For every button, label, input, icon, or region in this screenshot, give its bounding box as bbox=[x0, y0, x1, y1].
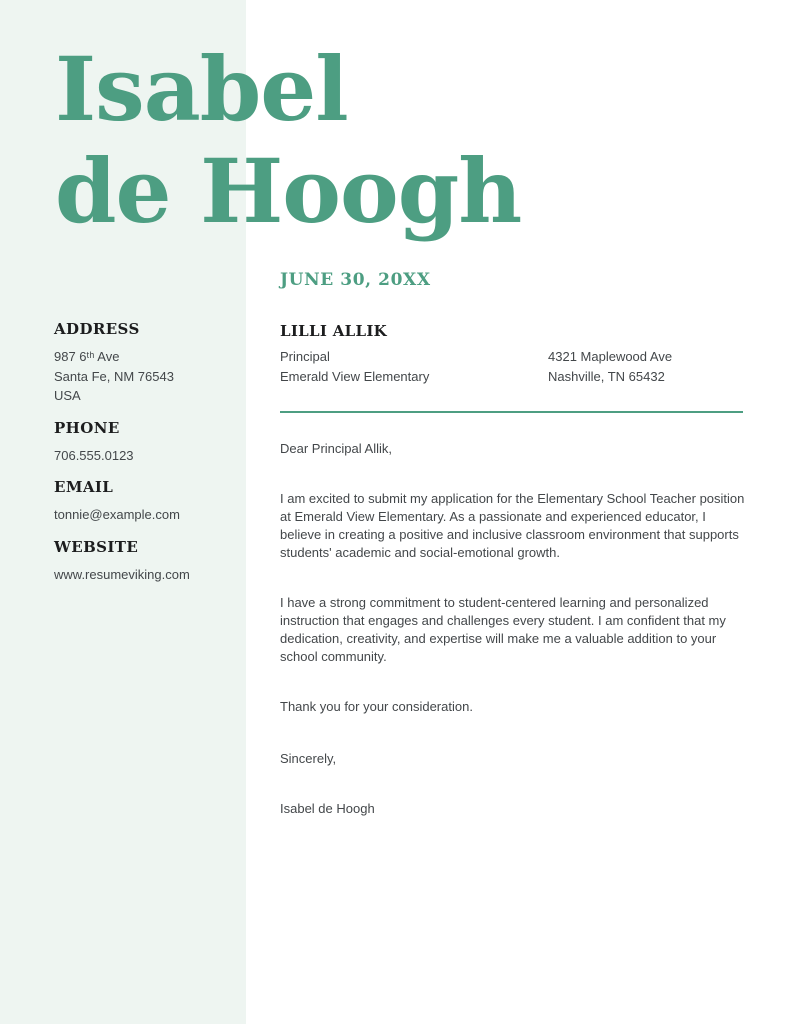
contact-section-phone bbox=[54, 419, 234, 466]
recipient-name: LILLI ALLIK bbox=[280, 322, 387, 340]
letter-body-column bbox=[280, 0, 745, 818]
website-label: WEBSITE bbox=[54, 537, 139, 556]
recipient-street: 4321 Maplewood Ave bbox=[548, 349, 673, 364]
recipient-city: Nashville, TN 65432 bbox=[548, 368, 665, 384]
recipient-role-block bbox=[280, 347, 548, 386]
letter-paragraph-1: I am excited to submit my application for the Elementary School Teacher position at Emerald View Elementary. As a passionate and experienced educator, I believe in creating a positive and inclusive classroom environment that supports students' academic and social-emotional growth. bbox=[280, 491, 745, 560]
recipient-role: Principal bbox=[280, 349, 330, 364]
recipient-organization: Emerald View Elementary bbox=[280, 368, 430, 384]
address-line: USA bbox=[54, 388, 81, 403]
phone-label: PHONE bbox=[54, 418, 120, 437]
email-value: tonnie@example.com bbox=[54, 507, 180, 522]
horizontal-divider bbox=[280, 411, 743, 413]
contact-section-address bbox=[54, 320, 234, 406]
recipient-address-block bbox=[548, 347, 745, 386]
salutation: Dear Principal Allik, bbox=[280, 441, 392, 456]
email-label: EMAIL bbox=[54, 478, 114, 496]
signature: Isabel de Hoogh bbox=[280, 801, 375, 816]
name-line-2: de Hoogh bbox=[55, 139, 522, 244]
recipient-details bbox=[280, 347, 745, 386]
phone-value: 706.555.0123 bbox=[54, 447, 134, 463]
contact-info-sidebar bbox=[54, 320, 234, 597]
address-label: ADDRESS bbox=[54, 320, 140, 338]
address-line: 987 6ᵗʰ Ave bbox=[54, 349, 120, 364]
name-line-1: Isabel bbox=[55, 37, 348, 141]
website-value: www.resumeviking.com bbox=[54, 566, 190, 582]
closing: Sincerely, bbox=[280, 751, 337, 766]
contact-section-website bbox=[54, 538, 234, 585]
letter-paragraph-3: Thank you for your consideration. bbox=[280, 699, 473, 714]
letter-paragraph-2: I have a strong commitment to student-centered learning and personalized instruction that engages and challenges every student. I am confident that my dedication, creativity, and expertise will make me a valuable addition to your school community. bbox=[280, 595, 726, 664]
contact-section-email bbox=[54, 478, 234, 525]
letter-date: JUNE 30, 20XX bbox=[280, 270, 431, 290]
address-line: Santa Fe, NM 76543 bbox=[54, 368, 174, 384]
